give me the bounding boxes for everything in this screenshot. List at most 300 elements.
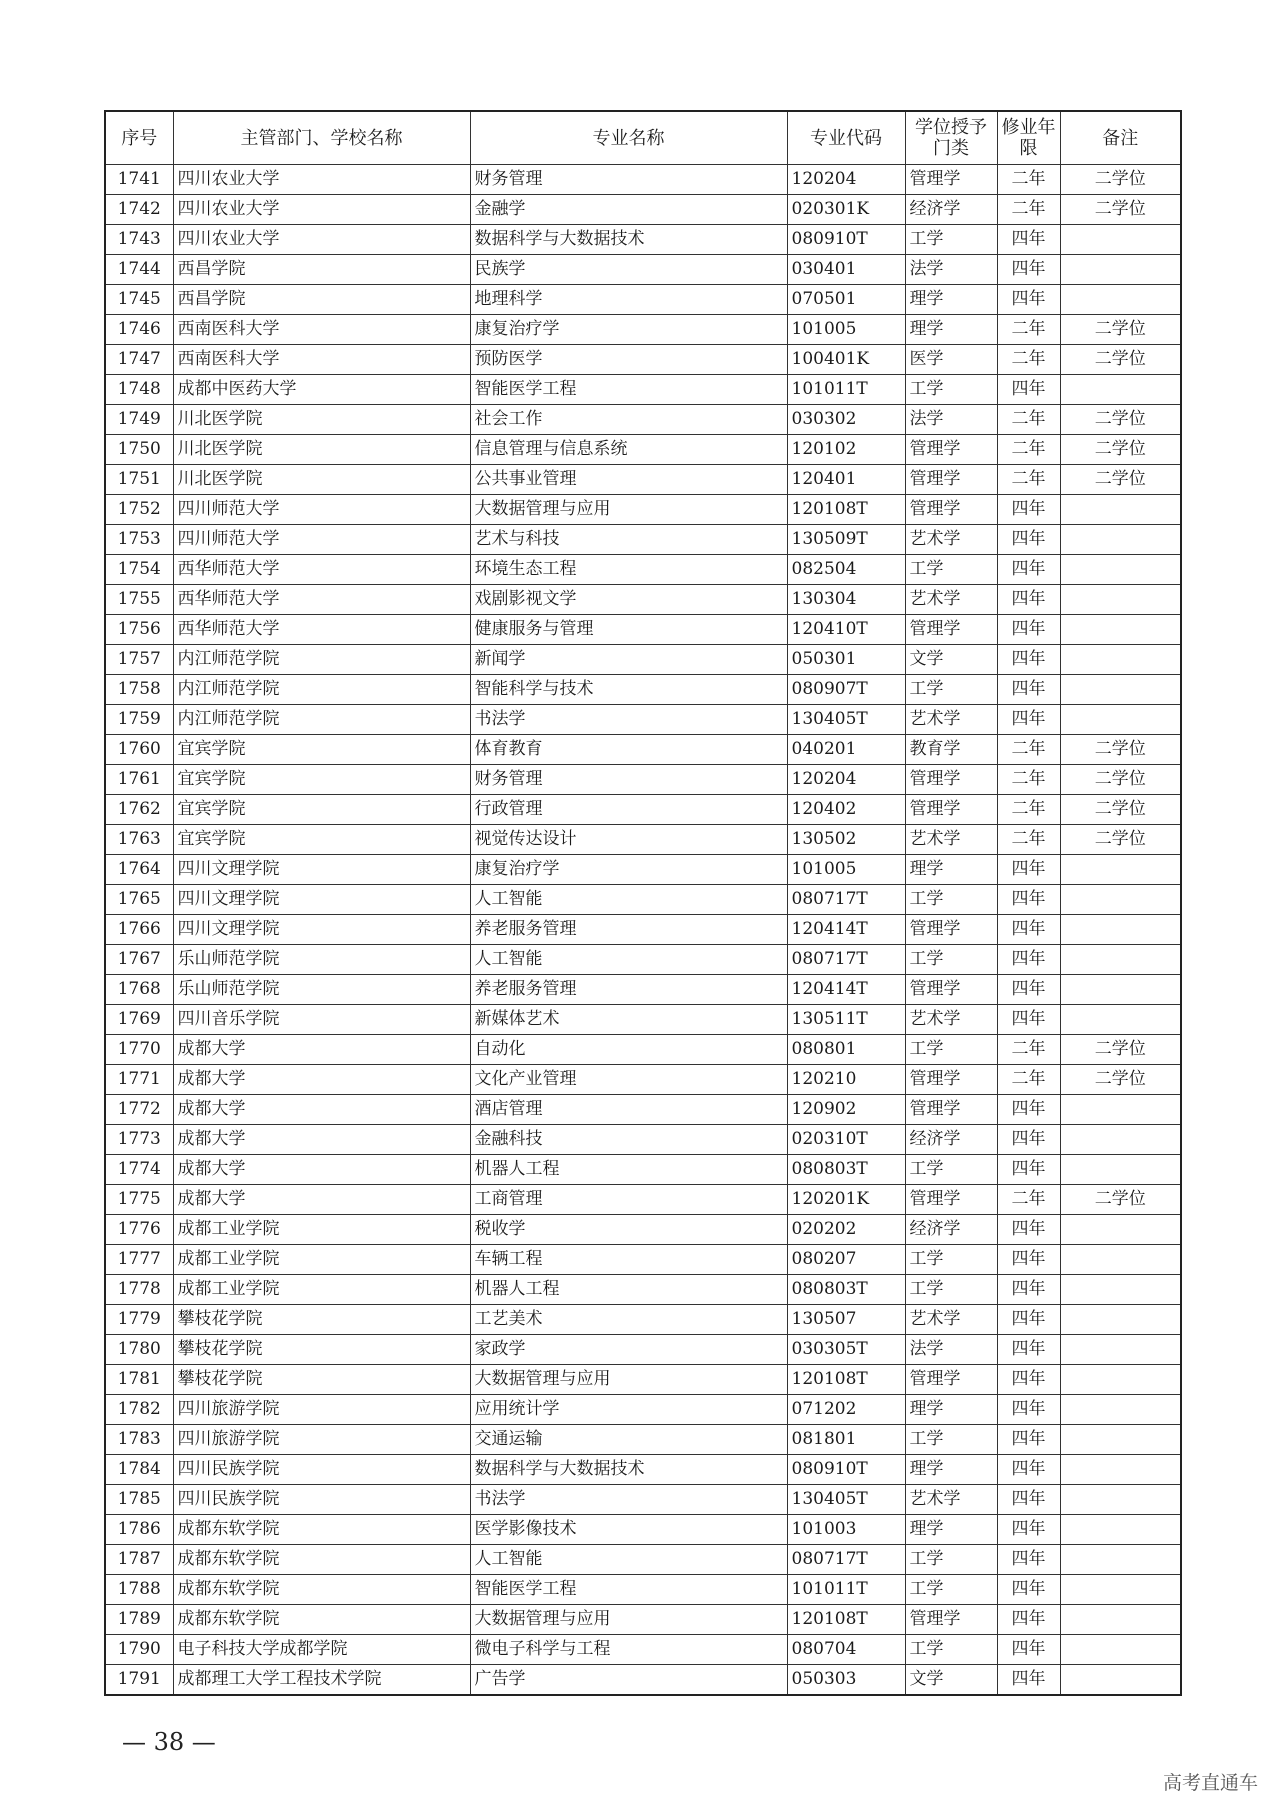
row-note: 二学位 xyxy=(1060,1185,1181,1215)
row-serial: 1749 xyxy=(105,405,173,435)
row-major: 体育教育 xyxy=(470,735,787,765)
row-serial: 1743 xyxy=(105,225,173,255)
table-row xyxy=(105,705,1181,735)
row-major: 金融学 xyxy=(470,195,787,225)
row-years: 四年 xyxy=(997,1365,1060,1395)
row-major: 广告学 xyxy=(470,1665,787,1696)
row-school: 四川旅游学院 xyxy=(173,1395,470,1425)
row-school: 西昌学院 xyxy=(173,285,470,315)
row-code: 080801 xyxy=(787,1035,905,1065)
row-years: 二年 xyxy=(997,345,1060,375)
table-row xyxy=(105,735,1181,765)
row-major: 车辆工程 xyxy=(470,1245,787,1275)
row-serial: 1744 xyxy=(105,255,173,285)
row-code: 120102 xyxy=(787,435,905,465)
row-code: 081801 xyxy=(787,1425,905,1455)
row-school: 四川农业大学 xyxy=(173,165,470,195)
row-code: 120201K xyxy=(787,1185,905,1215)
header-school: 主管部门、学校名称 xyxy=(173,111,470,165)
row-note xyxy=(1060,945,1181,975)
row-serial: 1784 xyxy=(105,1455,173,1485)
row-note xyxy=(1060,225,1181,255)
row-code: 080704 xyxy=(787,1635,905,1665)
row-major: 书法学 xyxy=(470,705,787,735)
row-code: 030305T xyxy=(787,1335,905,1365)
row-note xyxy=(1060,705,1181,735)
table-row xyxy=(105,1575,1181,1605)
row-code: 080717T xyxy=(787,945,905,975)
row-years: 四年 xyxy=(997,1515,1060,1545)
row-serial: 1747 xyxy=(105,345,173,375)
row-school: 成都大学 xyxy=(173,1185,470,1215)
row-school: 成都大学 xyxy=(173,1035,470,1065)
row-school: 成都工业学院 xyxy=(173,1215,470,1245)
header-note: 备注 xyxy=(1060,111,1181,165)
table-row xyxy=(105,1185,1181,1215)
row-degree-category: 文学 xyxy=(905,1665,997,1696)
row-serial: 1764 xyxy=(105,855,173,885)
row-major: 大数据管理与应用 xyxy=(470,1365,787,1395)
row-school: 成都东软学院 xyxy=(173,1575,470,1605)
row-serial: 1773 xyxy=(105,1125,173,1155)
table-row xyxy=(105,1155,1181,1185)
row-school: 西华师范大学 xyxy=(173,585,470,615)
row-note: 二学位 xyxy=(1060,345,1181,375)
row-serial: 1770 xyxy=(105,1035,173,1065)
row-years: 四年 xyxy=(997,1605,1060,1635)
row-school: 攀枝花学院 xyxy=(173,1305,470,1335)
row-degree-category: 管理学 xyxy=(905,1185,997,1215)
row-degree-category: 工学 xyxy=(905,885,997,915)
row-degree-category: 艺术学 xyxy=(905,1005,997,1035)
row-degree-category: 法学 xyxy=(905,255,997,285)
row-note xyxy=(1060,1335,1181,1365)
row-degree-category: 工学 xyxy=(905,375,997,405)
table-row xyxy=(105,585,1181,615)
row-degree-category: 管理学 xyxy=(905,765,997,795)
row-code: 120204 xyxy=(787,765,905,795)
row-degree-category: 理学 xyxy=(905,1515,997,1545)
row-code: 130511T xyxy=(787,1005,905,1035)
header-years: 修业年限 xyxy=(997,111,1060,165)
row-school: 乐山师范学院 xyxy=(173,945,470,975)
row-major: 智能科学与技术 xyxy=(470,675,787,705)
row-degree-category: 工学 xyxy=(905,1425,997,1455)
table-row xyxy=(105,885,1181,915)
row-note xyxy=(1060,1215,1181,1245)
row-note xyxy=(1060,885,1181,915)
row-major: 养老服务管理 xyxy=(470,915,787,945)
row-major: 智能医学工程 xyxy=(470,1575,787,1605)
row-note: 二学位 xyxy=(1060,1035,1181,1065)
row-serial: 1776 xyxy=(105,1215,173,1245)
row-degree-category: 艺术学 xyxy=(905,825,997,855)
row-code: 080910T xyxy=(787,1455,905,1485)
row-years: 四年 xyxy=(997,1635,1060,1665)
row-major: 交通运输 xyxy=(470,1425,787,1455)
table-row xyxy=(105,645,1181,675)
row-serial: 1758 xyxy=(105,675,173,705)
row-serial: 1753 xyxy=(105,525,173,555)
row-note xyxy=(1060,1245,1181,1275)
row-degree-category: 工学 xyxy=(905,225,997,255)
table-row xyxy=(105,1515,1181,1545)
table-row xyxy=(105,315,1181,345)
table-row xyxy=(105,1035,1181,1065)
row-note xyxy=(1060,1275,1181,1305)
row-school: 四川农业大学 xyxy=(173,225,470,255)
row-years: 四年 xyxy=(997,1425,1060,1455)
row-years: 四年 xyxy=(997,1275,1060,1305)
row-school: 成都工业学院 xyxy=(173,1275,470,1305)
row-code: 020301K xyxy=(787,195,905,225)
row-school: 成都工业学院 xyxy=(173,1245,470,1275)
row-school: 四川文理学院 xyxy=(173,885,470,915)
row-school: 内江师范学院 xyxy=(173,675,470,705)
row-years: 四年 xyxy=(997,945,1060,975)
row-note xyxy=(1060,1635,1181,1665)
row-degree-category: 理学 xyxy=(905,315,997,345)
row-school: 宜宾学院 xyxy=(173,735,470,765)
table-row xyxy=(105,525,1181,555)
row-school: 成都大学 xyxy=(173,1155,470,1185)
table-row xyxy=(105,345,1181,375)
row-code: 101011T xyxy=(787,1575,905,1605)
row-major: 工艺美术 xyxy=(470,1305,787,1335)
row-serial: 1751 xyxy=(105,465,173,495)
row-code: 080803T xyxy=(787,1155,905,1185)
row-note xyxy=(1060,975,1181,1005)
table-row xyxy=(105,225,1181,255)
row-degree-category: 工学 xyxy=(905,1035,997,1065)
table-row xyxy=(105,1095,1181,1125)
row-note xyxy=(1060,1005,1181,1035)
row-school: 四川农业大学 xyxy=(173,195,470,225)
row-years: 四年 xyxy=(997,1335,1060,1365)
table-row xyxy=(105,1275,1181,1305)
table-row xyxy=(105,765,1181,795)
row-note xyxy=(1060,1155,1181,1185)
row-note xyxy=(1060,1425,1181,1455)
row-degree-category: 理学 xyxy=(905,1395,997,1425)
header-serial: 序号 xyxy=(105,111,173,165)
row-school: 攀枝花学院 xyxy=(173,1365,470,1395)
row-major: 地理科学 xyxy=(470,285,787,315)
row-years: 四年 xyxy=(997,495,1060,525)
row-serial: 1761 xyxy=(105,765,173,795)
table-row xyxy=(105,1485,1181,1515)
row-code: 100401K xyxy=(787,345,905,375)
row-serial: 1763 xyxy=(105,825,173,855)
row-years: 四年 xyxy=(997,1305,1060,1335)
row-note: 二学位 xyxy=(1060,735,1181,765)
row-code: 070501 xyxy=(787,285,905,315)
row-major: 书法学 xyxy=(470,1485,787,1515)
row-years: 四年 xyxy=(997,1005,1060,1035)
table-row xyxy=(105,1455,1181,1485)
row-major: 戏剧影视文学 xyxy=(470,585,787,615)
row-degree-category: 管理学 xyxy=(905,465,997,495)
row-years: 四年 xyxy=(997,675,1060,705)
row-serial: 1772 xyxy=(105,1095,173,1125)
row-degree-category: 管理学 xyxy=(905,435,997,465)
table-row xyxy=(105,195,1181,225)
row-degree-category: 管理学 xyxy=(905,795,997,825)
row-major: 家政学 xyxy=(470,1335,787,1365)
table-row xyxy=(105,1665,1181,1696)
row-degree-category: 艺术学 xyxy=(905,525,997,555)
row-note xyxy=(1060,1365,1181,1395)
row-major: 自动化 xyxy=(470,1035,787,1065)
row-code: 101005 xyxy=(787,855,905,885)
row-school: 西南医科大学 xyxy=(173,345,470,375)
row-note xyxy=(1060,645,1181,675)
row-years: 四年 xyxy=(997,525,1060,555)
row-major: 环境生态工程 xyxy=(470,555,787,585)
row-major: 社会工作 xyxy=(470,405,787,435)
row-code: 080207 xyxy=(787,1245,905,1275)
row-serial: 1775 xyxy=(105,1185,173,1215)
row-code: 080717T xyxy=(787,1545,905,1575)
row-code: 120414T xyxy=(787,975,905,1005)
row-school: 西华师范大学 xyxy=(173,615,470,645)
row-major: 预防医学 xyxy=(470,345,787,375)
row-degree-category: 工学 xyxy=(905,945,997,975)
table-row xyxy=(105,825,1181,855)
row-serial: 1746 xyxy=(105,315,173,345)
row-note xyxy=(1060,1485,1181,1515)
row-years: 四年 xyxy=(997,915,1060,945)
table-row xyxy=(105,495,1181,525)
row-years: 四年 xyxy=(997,1215,1060,1245)
table-header-row xyxy=(105,111,1181,165)
header-major: 专业名称 xyxy=(470,111,787,165)
row-years: 二年 xyxy=(997,825,1060,855)
row-years: 四年 xyxy=(997,1095,1060,1125)
row-years: 四年 xyxy=(997,1665,1060,1696)
row-serial: 1745 xyxy=(105,285,173,315)
table-row xyxy=(105,1335,1181,1365)
row-school: 攀枝花学院 xyxy=(173,1335,470,1365)
row-note xyxy=(1060,615,1181,645)
row-degree-category: 管理学 xyxy=(905,1365,997,1395)
row-school: 成都大学 xyxy=(173,1065,470,1095)
row-major: 财务管理 xyxy=(470,165,787,195)
row-serial: 1786 xyxy=(105,1515,173,1545)
row-serial: 1771 xyxy=(105,1065,173,1095)
header-degree-category: 学位授予门类 xyxy=(905,111,997,165)
table-row xyxy=(105,1005,1181,1035)
row-degree-category: 管理学 xyxy=(905,975,997,1005)
row-code: 130509T xyxy=(787,525,905,555)
row-serial: 1788 xyxy=(105,1575,173,1605)
row-years: 四年 xyxy=(997,1575,1060,1605)
row-years: 四年 xyxy=(997,975,1060,1005)
row-note xyxy=(1060,555,1181,585)
row-major: 金融科技 xyxy=(470,1125,787,1155)
table-row xyxy=(105,855,1181,885)
row-school: 四川音乐学院 xyxy=(173,1005,470,1035)
row-major: 工商管理 xyxy=(470,1185,787,1215)
row-code: 030302 xyxy=(787,405,905,435)
table-row xyxy=(105,1395,1181,1425)
row-major: 酒店管理 xyxy=(470,1095,787,1125)
row-code: 101005 xyxy=(787,315,905,345)
table-row xyxy=(105,1425,1181,1455)
row-serial: 1768 xyxy=(105,975,173,1005)
row-note xyxy=(1060,585,1181,615)
row-note xyxy=(1060,675,1181,705)
row-degree-category: 工学 xyxy=(905,1545,997,1575)
page-number: — 38 — xyxy=(122,1728,216,1756)
row-serial: 1769 xyxy=(105,1005,173,1035)
row-school: 成都大学 xyxy=(173,1095,470,1125)
row-major: 智能医学工程 xyxy=(470,375,787,405)
row-degree-category: 教育学 xyxy=(905,735,997,765)
row-code: 040201 xyxy=(787,735,905,765)
table-body xyxy=(105,165,1181,1696)
row-major: 大数据管理与应用 xyxy=(470,1605,787,1635)
row-serial: 1750 xyxy=(105,435,173,465)
table-row xyxy=(105,375,1181,405)
row-serial: 1755 xyxy=(105,585,173,615)
row-school: 成都东软学院 xyxy=(173,1605,470,1635)
row-school: 四川文理学院 xyxy=(173,855,470,885)
table-row xyxy=(105,465,1181,495)
row-years: 四年 xyxy=(997,225,1060,255)
row-major: 文化产业管理 xyxy=(470,1065,787,1095)
row-code: 120108T xyxy=(787,495,905,525)
row-school: 西华师范大学 xyxy=(173,555,470,585)
table-row xyxy=(105,1305,1181,1335)
row-note: 二学位 xyxy=(1060,315,1181,345)
row-school: 成都大学 xyxy=(173,1125,470,1155)
row-note: 二学位 xyxy=(1060,825,1181,855)
row-school: 内江师范学院 xyxy=(173,705,470,735)
row-note xyxy=(1060,1305,1181,1335)
row-note: 二学位 xyxy=(1060,465,1181,495)
row-degree-category: 工学 xyxy=(905,1275,997,1305)
row-years: 四年 xyxy=(997,885,1060,915)
row-years: 二年 xyxy=(997,405,1060,435)
row-note xyxy=(1060,1395,1181,1425)
row-serial: 1765 xyxy=(105,885,173,915)
row-major: 数据科学与大数据技术 xyxy=(470,225,787,255)
row-degree-category: 工学 xyxy=(905,1245,997,1275)
row-school: 四川师范大学 xyxy=(173,525,470,555)
row-major: 应用统计学 xyxy=(470,1395,787,1425)
row-degree-category: 工学 xyxy=(905,1575,997,1605)
row-serial: 1741 xyxy=(105,165,173,195)
row-code: 120402 xyxy=(787,795,905,825)
row-school: 西昌学院 xyxy=(173,255,470,285)
row-degree-category: 管理学 xyxy=(905,1065,997,1095)
row-note: 二学位 xyxy=(1060,405,1181,435)
row-note xyxy=(1060,1125,1181,1155)
row-degree-category: 工学 xyxy=(905,1155,997,1185)
table-row xyxy=(105,555,1181,585)
row-school: 乐山师范学院 xyxy=(173,975,470,1005)
row-note xyxy=(1060,1095,1181,1125)
row-school: 四川民族学院 xyxy=(173,1455,470,1485)
row-code: 130304 xyxy=(787,585,905,615)
row-degree-category: 艺术学 xyxy=(905,1305,997,1335)
row-note: 二学位 xyxy=(1060,435,1181,465)
table-row xyxy=(105,285,1181,315)
row-years: 二年 xyxy=(997,795,1060,825)
row-years: 四年 xyxy=(997,705,1060,735)
row-serial: 1748 xyxy=(105,375,173,405)
row-degree-category: 管理学 xyxy=(905,915,997,945)
row-school: 四川文理学院 xyxy=(173,915,470,945)
row-major: 艺术与科技 xyxy=(470,525,787,555)
table-row xyxy=(105,1545,1181,1575)
majors-table xyxy=(104,110,1182,1696)
row-major: 财务管理 xyxy=(470,765,787,795)
row-years: 四年 xyxy=(997,1245,1060,1275)
row-note xyxy=(1060,255,1181,285)
header-code: 专业代码 xyxy=(787,111,905,165)
row-note xyxy=(1060,1515,1181,1545)
row-school: 成都理工大学工程技术学院 xyxy=(173,1665,470,1696)
row-code: 130405T xyxy=(787,705,905,735)
row-degree-category: 经济学 xyxy=(905,195,997,225)
row-note: 二学位 xyxy=(1060,795,1181,825)
row-serial: 1785 xyxy=(105,1485,173,1515)
row-code: 050303 xyxy=(787,1665,905,1696)
row-years: 二年 xyxy=(997,735,1060,765)
row-major: 微电子科学与工程 xyxy=(470,1635,787,1665)
row-note xyxy=(1060,1605,1181,1635)
row-years: 二年 xyxy=(997,165,1060,195)
row-major: 信息管理与信息系统 xyxy=(470,435,787,465)
row-code: 120401 xyxy=(787,465,905,495)
row-major: 新闻学 xyxy=(470,645,787,675)
row-degree-category: 理学 xyxy=(905,1455,997,1485)
row-school: 成都中医药大学 xyxy=(173,375,470,405)
table-row xyxy=(105,975,1181,1005)
row-degree-category: 经济学 xyxy=(905,1125,997,1155)
row-school: 川北医学院 xyxy=(173,465,470,495)
row-school: 成都东软学院 xyxy=(173,1545,470,1575)
row-years: 四年 xyxy=(997,615,1060,645)
row-major: 视觉传达设计 xyxy=(470,825,787,855)
row-degree-category: 管理学 xyxy=(905,495,997,525)
row-years: 二年 xyxy=(997,1185,1060,1215)
row-code: 030401 xyxy=(787,255,905,285)
row-major: 康复治疗学 xyxy=(470,855,787,885)
row-serial: 1742 xyxy=(105,195,173,225)
row-note xyxy=(1060,1665,1181,1696)
row-degree-category: 艺术学 xyxy=(905,585,997,615)
row-years: 四年 xyxy=(997,375,1060,405)
row-major: 税收学 xyxy=(470,1215,787,1245)
row-school: 宜宾学院 xyxy=(173,795,470,825)
row-note xyxy=(1060,285,1181,315)
row-code: 050301 xyxy=(787,645,905,675)
row-code: 071202 xyxy=(787,1395,905,1425)
row-serial: 1790 xyxy=(105,1635,173,1665)
row-years: 四年 xyxy=(997,555,1060,585)
row-serial: 1762 xyxy=(105,795,173,825)
row-serial: 1789 xyxy=(105,1605,173,1635)
row-code: 120210 xyxy=(787,1065,905,1095)
row-code: 120410T xyxy=(787,615,905,645)
row-serial: 1781 xyxy=(105,1365,173,1395)
row-school: 成都东软学院 xyxy=(173,1515,470,1545)
row-code: 080907T xyxy=(787,675,905,705)
row-serial: 1787 xyxy=(105,1545,173,1575)
